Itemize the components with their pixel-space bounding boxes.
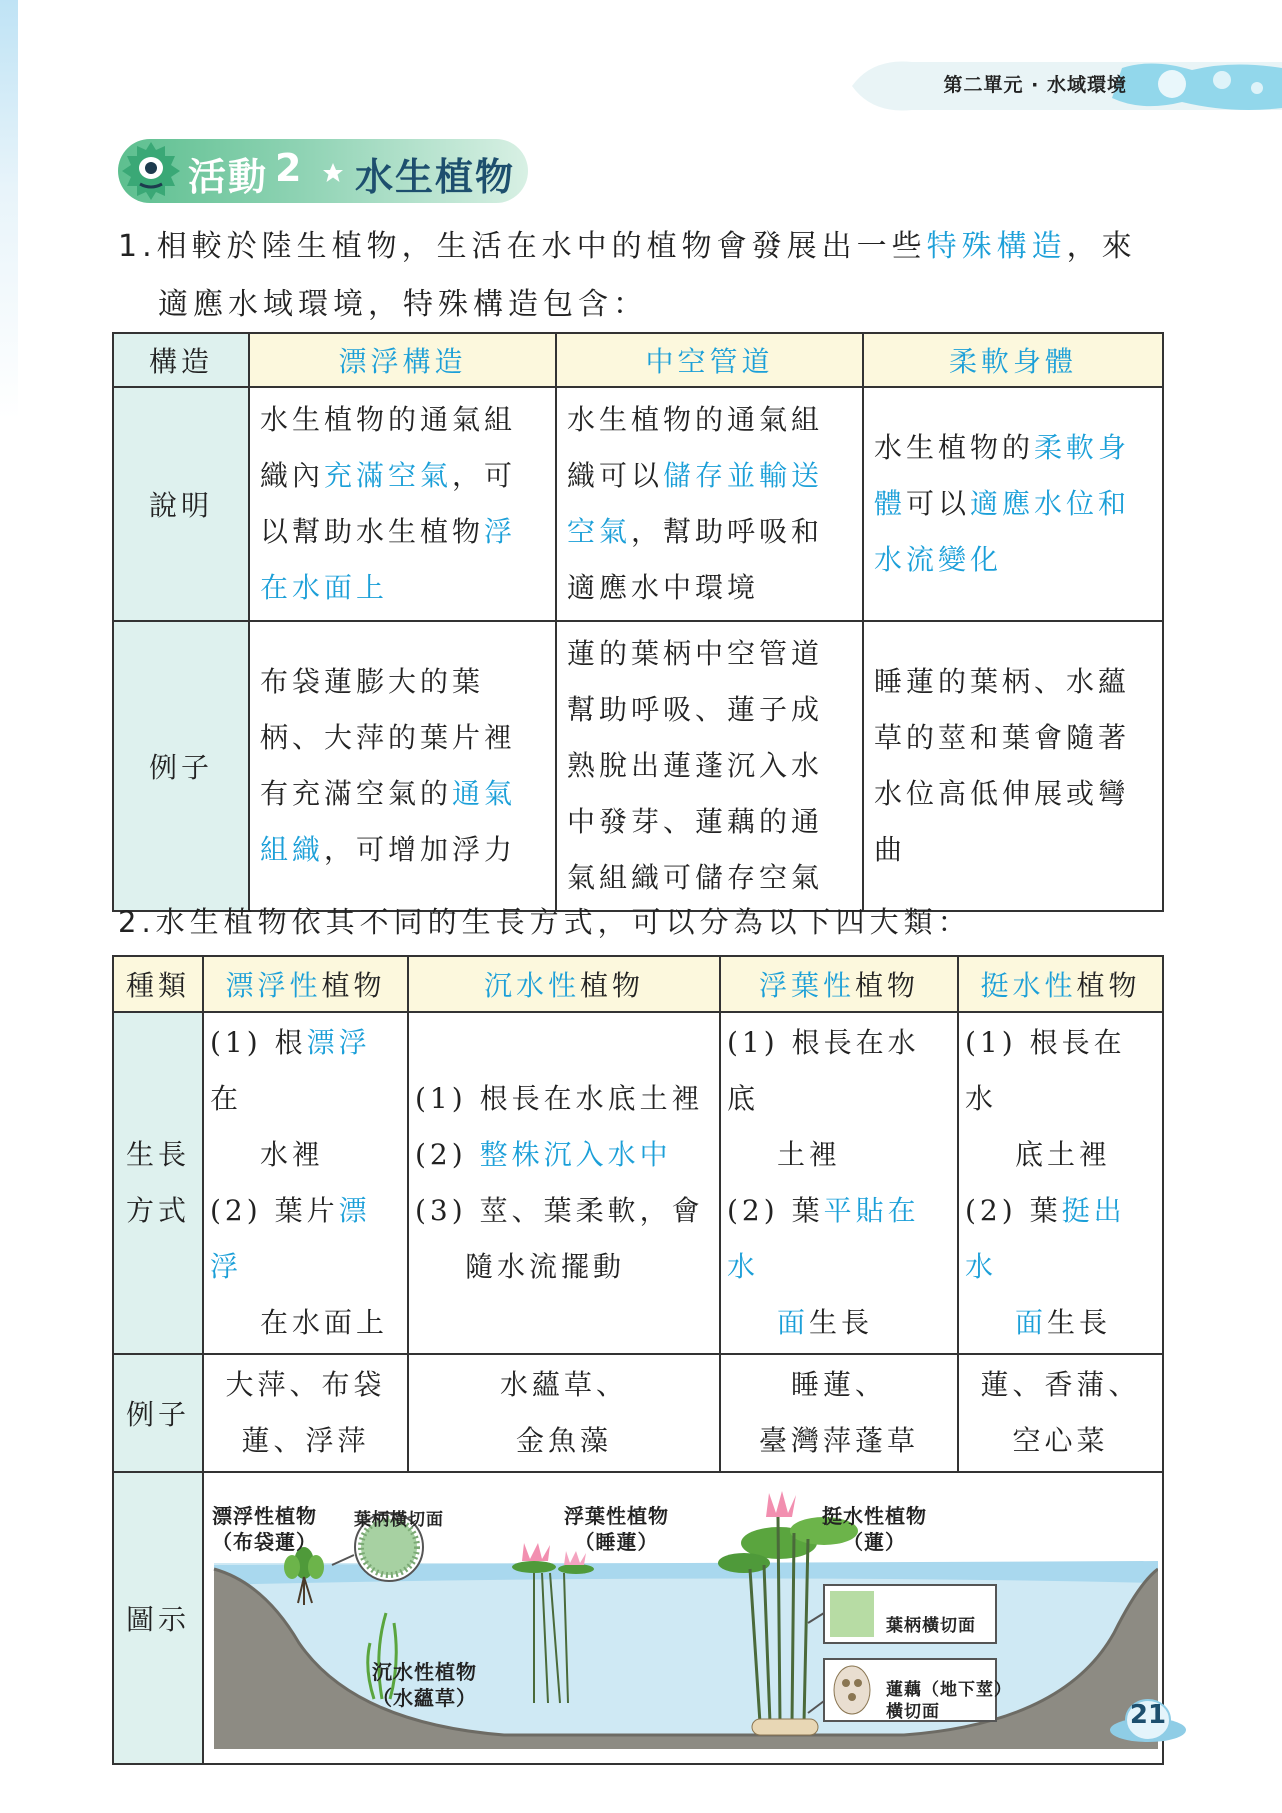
growth-cell: (1) 根長在水底土裡 (2) 整株沉入水中 (3) 莖、葉柔軟，會 隨水流擺動 — [408, 1012, 720, 1354]
item-number: 2. — [118, 905, 156, 939]
item-number: 1. — [118, 229, 157, 264]
row-label: 例子 — [113, 1354, 203, 1472]
header-label: 種類 — [113, 956, 203, 1012]
description-cell: 水生植物的通氣組織可以儲存並輸送空氣，幫助呼吸和適應水中環境 — [556, 387, 863, 621]
structure-table — [112, 332, 1164, 912]
text: 相較於陸生植物，生活在水中的植物會發展出一些 — [156, 229, 927, 264]
illustration-cell — [203, 1472, 1163, 1764]
emergent-plant-label: 挺水性植物 （蓮） — [822, 1504, 927, 1554]
text: ，來 — [1066, 229, 1137, 264]
activity-number: 2 — [275, 146, 302, 190]
column-header: 柔軟身體 — [863, 333, 1163, 387]
header-label: 構造 — [113, 333, 249, 387]
star-icon — [322, 162, 344, 184]
text: 水生植物依其不同的生長方式，可以分為以下四大類： — [155, 905, 972, 939]
type-header: 漂浮性植物 — [203, 956, 408, 1012]
growth-cell: (1) 根長在水 底土裡 (2) 葉挺出水 面生長 — [958, 1012, 1163, 1354]
submerged-plant-label: 沉水性植物 （水蘊草） — [372, 1660, 477, 1710]
float-plant-label: 漂浮性植物 （布袋蓮） — [212, 1504, 317, 1554]
column-header: 中空管道 — [556, 333, 863, 387]
row-label: 圖示 — [113, 1472, 203, 1764]
unit-title: 第二單元 · 水域環境 — [943, 74, 1127, 96]
example-cell: 蓮、香蒲、 空心菜 — [958, 1354, 1163, 1472]
growth-cell: (1) 根漂浮在 水裡 (2) 葉片漂浮 在水面上 — [203, 1012, 408, 1354]
description-cell: 水生植物的通氣組織內充滿空氣，可以幫助水生植物浮在水面上 — [249, 387, 556, 621]
lotus-petiole-section-label: 葉柄橫切面 — [886, 1616, 976, 1636]
activity-topic: 水生植物 — [355, 155, 516, 199]
type-header: 沉水性植物 — [408, 956, 720, 1012]
monster-mascot-icon — [118, 138, 184, 204]
plant-types-table — [112, 955, 1164, 1765]
column-header: 漂浮構造 — [249, 333, 556, 387]
example-cell: 蓮的葉柄中空管道幫助呼吸、蓮子成熟脫出蓮蓬沉入水中發芽、蓮藕的通氣組織可儲存空氣 — [556, 621, 863, 911]
page-number: 21 — [1129, 1700, 1167, 1730]
highlight-text: 特殊構造 — [926, 229, 1067, 264]
petiole-section-label: 葉柄橫切面 — [354, 1510, 444, 1530]
type-header: 浮葉性植物 — [720, 956, 958, 1012]
floating-leaf-plant-label: 浮葉性植物 （睡蓮） — [564, 1504, 669, 1554]
row-label: 生長 方式 — [113, 1012, 203, 1354]
example-cell: 大萍、布袋 蓮、浮萍 — [203, 1354, 408, 1472]
example-cell: 睡蓮的葉柄、水蘊草的莖和葉會隨著水位高低伸展或彎曲 — [863, 621, 1163, 911]
intro-paragraph-1 — [118, 218, 1198, 334]
type-header: 挺水性植物 — [958, 956, 1163, 1012]
example-cell: 水蘊草、 金魚藻 — [408, 1354, 720, 1472]
page-edge-decoration — [0, 0, 18, 420]
rhizome-section-label: 蓮藕（地下莖） 橫切面 — [886, 1680, 1012, 1722]
row-label: 說明 — [113, 387, 249, 621]
activity-label: 活動 — [188, 155, 269, 199]
growth-cell: (1) 根長在水底 土裡 (2) 葉平貼在水 面生長 — [720, 1012, 958, 1354]
pond-illustration — [204, 1473, 1158, 1763]
description-cell: 水生植物的柔軟身體可以適應水位和水流變化 — [863, 387, 1163, 621]
intro-paragraph-2 — [118, 900, 972, 941]
example-cell: 布袋蓮膨大的葉柄、大萍的葉片裡有充滿空氣的通氣組織，可增加浮力 — [249, 621, 556, 911]
row-label: 例子 — [113, 621, 249, 911]
example-cell: 睡蓮、 臺灣萍蓬草 — [720, 1354, 958, 1472]
text: 適應水域環境，特殊構造包含： — [158, 287, 648, 322]
